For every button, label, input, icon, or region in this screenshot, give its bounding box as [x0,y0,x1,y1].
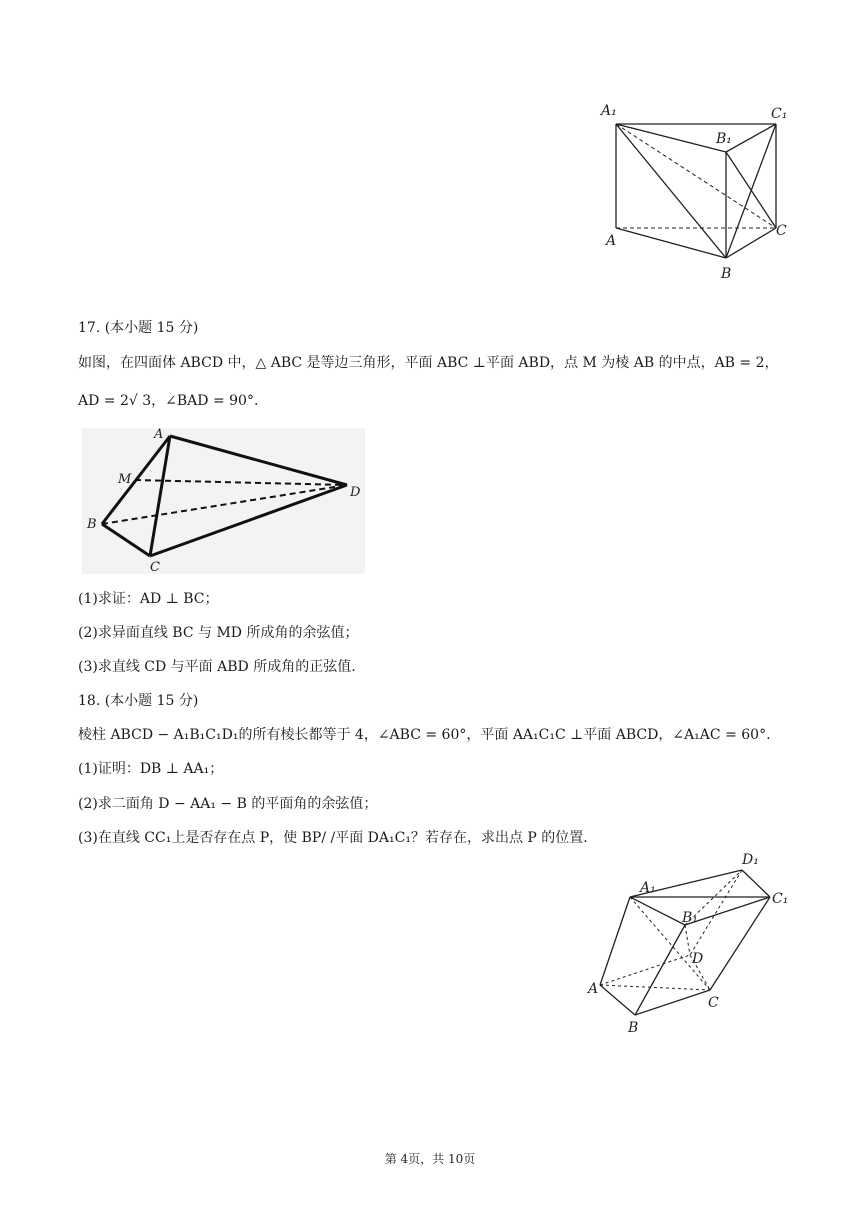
q17-item-2: (2)求异面直线 BC 与 MD 所成角的余弦值； [78,625,359,641]
label-B: B [87,517,97,532]
q17-line2: AD = 2√ 3，∠BAD = 90°. [78,393,259,409]
prism-figure [596,100,796,285]
label-C1: C₁ [772,891,789,907]
label-M: M [118,472,132,487]
q17-header: 17. (本小题 15 分) [78,320,199,336]
q18-header: 18. (本小题 15 分) [78,693,199,709]
label-D: D [350,485,361,500]
page-footer: 第 4页，共 10页 [384,1152,476,1166]
q17-line1: 如图，在四面体 ABCD 中，△ ABC 是等边三角形，平面 ABC ⊥平面 ABD，点 M 为棱 AB 的中点，AB = 2， [78,355,779,371]
label-A1: A₁ [640,880,656,896]
label-B: B [721,266,732,282]
label-C: C [150,560,160,574]
q17-item-3: (3)求直线 CD 与平面 ABD 所成角的正弦值. [78,659,356,675]
parallelepiped-figure [580,850,795,1040]
label-C: C [776,223,787,239]
label-B1: B₁ [716,131,732,147]
q18-item-1: (1)证明：DB ⊥ AA₁； [78,761,224,777]
label-C1: C₁ [771,106,788,122]
q18-item-3: (3)在直线 CC₁上是否存在点 P，使 BP/ /平面 DA₁C₁？若存在，求出点 P 的位置. [78,830,588,846]
label-D: D [692,951,704,967]
label-A: A [606,233,617,249]
label-B1: B₁ [682,910,698,926]
label-A: A [154,428,164,442]
label-D1: D₁ [742,852,759,868]
label-C: C [708,995,719,1011]
label-B: B [628,1020,639,1036]
q18-item-2: (2)求二面角 D − AA₁ − B 的平面角的余弦值； [78,796,378,812]
q17-item-1: (1)求证：AD ⊥ BC； [78,591,219,607]
q18-line1: 棱柱 ABCD − A₁B₁C₁D₁的所有棱长都等于 4，∠ABC = 60°，平面 AA₁C₁C ⊥平面 ABCD，∠A₁AC = 60°. [78,727,771,743]
tetrahedron-figure [82,428,365,574]
label-A: A [588,981,599,997]
label-A1: A₁ [601,103,617,119]
